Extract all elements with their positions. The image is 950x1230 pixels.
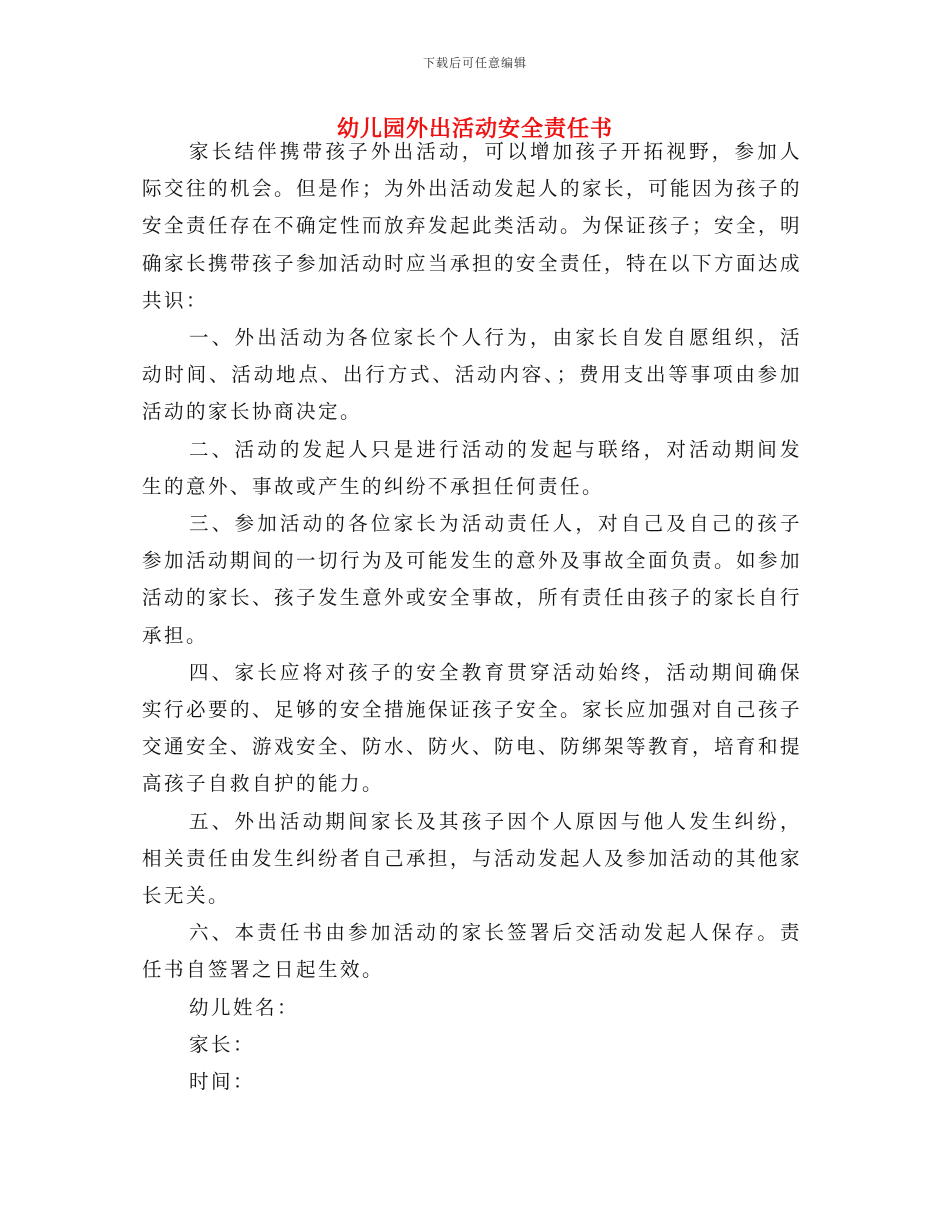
child-name-field-label: 幼儿姓名： (189, 995, 300, 1019)
clause-6-paragraph: 六、本责任书由参加活动的家长签署后交活动发起人保存。责任书自签署之日起生效。 (142, 921, 802, 982)
clause-4-paragraph: 四、家长应将对孩子的安全教育贯穿活动始终，活动期间确保实行必要的、足够的安全措施保证孩子安全。家长应加强对自己孩子交通安全、游戏安全、防水、防火、防电、防绑架等教育，培育和提高孩子自救自护的能力。 (142, 660, 803, 796)
page-header-note: 下载后可任意编辑 (422, 56, 527, 70)
intro-paragraph: 家长结伴携带孩子外出活动，可以增加孩子开拓视野，参加人际交往的机会。但是作；为外出活动发起人的家长，可能因为孩子的安全责任存在不确定性而放弃发起此类活动。为保证孩子；安全，明确家长携带孩子参加活动时应当承担的安全责任，特在以下方面达成共识： (142, 140, 803, 312)
document-body (142, 133, 802, 1100)
document-title: 幼儿园外出活动安全责任书 (336, 116, 613, 142)
clause-3-paragraph: 三、参加活动的各位家长为活动责任人，对自己及自己的孩子参加活动期间的一切行为及可能发生的意外及事故全面负责。如参加活动的家长、孩子发生意外或安全事故，所有责任由孩子的家长自行承担。 (142, 512, 803, 647)
date-field-label: 时间： (189, 1070, 256, 1094)
parent-field-label: 家长： (189, 1032, 256, 1056)
clause-5-paragraph: 五、外出活动期间家长及其孩子因个人原因与他人发生纠纷，相关责任由发生纠纷者自己承担，与活动发起人及参加活动的其他家长无关。 (142, 809, 803, 908)
clause-1-paragraph: 一、外出活动为各位家长个人行为，由家长自发自愿组织，活动时间、活动地点、出行方式、活动内容、；费用支出等事项由参加活动的家长协商决定。 (142, 326, 802, 424)
clause-2-paragraph: 二、活动的发起人只是进行活动的发起与联络，对活动期间发生的意外、事故或产生的纠纷不承担任何责任。 (142, 437, 802, 498)
